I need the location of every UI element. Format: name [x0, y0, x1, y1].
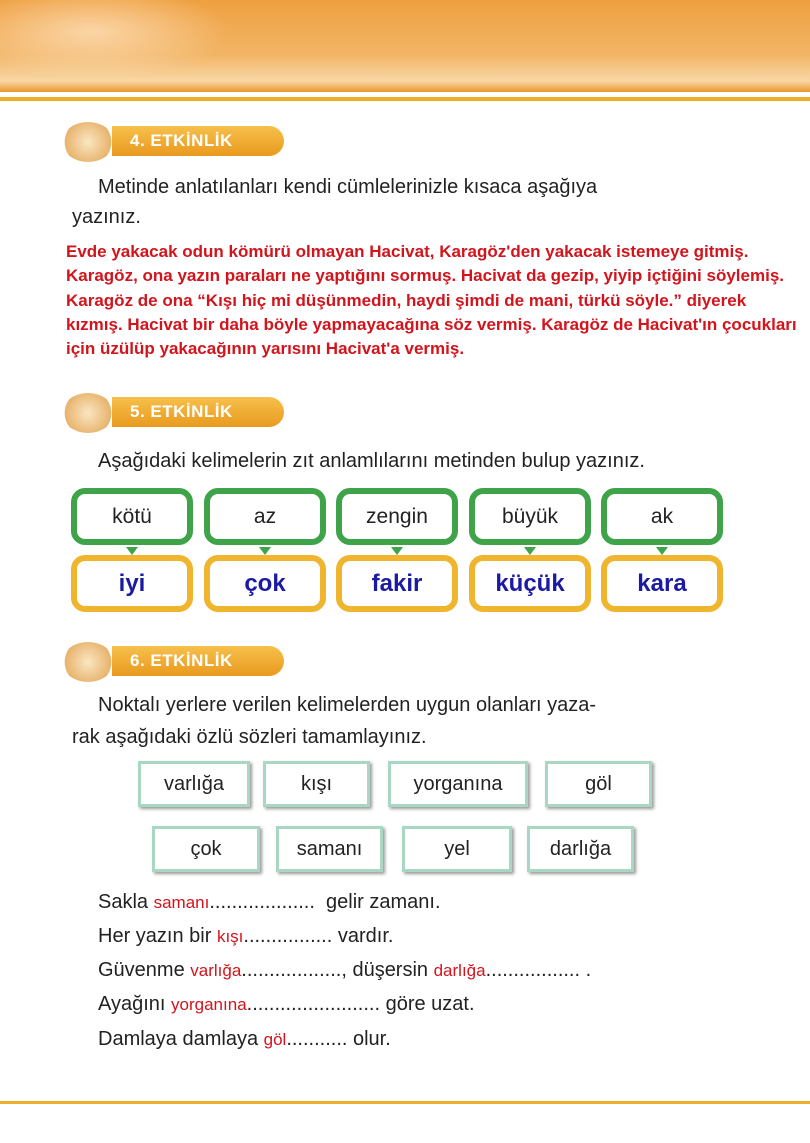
proverb-text: vardır.: [332, 925, 394, 947]
word-box: büyük: [469, 488, 591, 545]
proverb-text: göre uzat.: [380, 993, 475, 1015]
word-option: çok: [152, 826, 260, 872]
proverb-text: Sakla: [98, 891, 154, 913]
activity-6-title: 6. ETKİNLİK: [112, 646, 284, 676]
proverb-text: , düşersin: [341, 959, 434, 981]
proverb-text: Her yazın bir: [98, 925, 217, 947]
proverb-text: gelir zamanı.: [314, 891, 441, 913]
antonym-answer-box: küçük: [469, 555, 591, 612]
blank-dots: ........................: [246, 993, 381, 1015]
word-option: yel: [402, 826, 512, 872]
word-box: az: [204, 488, 326, 545]
proverb-5: [98, 1027, 391, 1052]
blank-dots: ..................: [241, 959, 342, 981]
blank-dots: ................: [243, 925, 333, 947]
footer-divider: [0, 1101, 810, 1104]
activity-4-title: 4. ETKİNLİK: [112, 126, 284, 156]
proverb-2: [98, 924, 393, 949]
activity-4-instruction-1: Metinde anlatılanları kendi cümlelerinizle kısaca aşağıya: [98, 176, 598, 198]
proverb-4: [98, 992, 475, 1017]
antonym-answer-box: kara: [601, 555, 723, 612]
activity-6-instruction-2: rak aşağıdaki özlü sözleri tamamlayınız.: [72, 726, 427, 748]
arrow-down-icon: [656, 547, 668, 555]
filled-answer: darlığa: [433, 961, 486, 980]
filled-answer: samanı: [153, 893, 210, 912]
word-option: göl: [545, 761, 652, 807]
proverb-3: [98, 958, 591, 983]
proverb-text: Ayağını: [98, 993, 172, 1015]
mascot-icon: [62, 122, 114, 162]
antonym-answer-box: iyi: [71, 555, 193, 612]
word-box: ak: [601, 488, 723, 545]
blank-dots: ...........: [286, 1028, 348, 1050]
arrow-down-icon: [259, 547, 271, 555]
arrow-down-icon: [524, 547, 536, 555]
word-box: zengin: [336, 488, 458, 545]
activity-5-instruction: Aşağıdaki kelimelerin zıt anlamlılarını metinden bulup yazınız.: [98, 450, 645, 472]
activity-4-instruction-2: yazınız.: [72, 206, 141, 228]
activity-4-badge: [62, 122, 287, 162]
header-divider: [0, 97, 810, 101]
proverb-1: [98, 890, 441, 915]
proverb-text: Damlaya damlaya: [98, 1028, 264, 1050]
word-option: varlığa: [138, 761, 250, 807]
proverb-text: olur.: [347, 1028, 391, 1050]
word-option: darlığa: [527, 826, 634, 872]
activity-6-badge: [62, 642, 287, 682]
word-option: kışı: [263, 761, 370, 807]
blank-dots: ...................: [209, 891, 315, 913]
blank-dots: .................: [485, 959, 581, 981]
filled-answer: yorganına: [171, 995, 247, 1014]
arrow-down-icon: [126, 547, 138, 555]
activity-6-instruction-1: Noktalı yerlere verilen kelimelerden uygun olanları yaza-: [98, 694, 597, 716]
filled-answer: göl: [263, 1030, 287, 1049]
word-box: kötü: [71, 488, 193, 545]
mascot-icon: [62, 642, 114, 682]
proverb-text: Güvenme: [98, 959, 191, 981]
activity-4-answer: Evde yakacak odun kömürü olmayan Hacivat, Karagöz'den yakacak istemeye gitmiş. Karagöz, ona yazın paraları ne yaptığını sormuş. Hacivat da gezip, yiyip içtiğini söylemiş. Karagöz de ona “Kışı hiç mi düşünmedin, haydi şimdi de mani, türkü söyle.” diyerek kızmış. Hacivat bir daha böyle yapmayacağına söz vermiş. Karagöz de Hacivat'ın çocukları için üzülüp yakacağının yarısını Hacivat'a vermiş.: [66, 242, 797, 359]
activity-5-title: 5. ETKİNLİK: [112, 397, 284, 427]
activity-5-badge: [62, 393, 287, 433]
mascot-icon: [62, 393, 114, 433]
filled-answer: varlığa: [190, 961, 242, 980]
word-option: yorganına: [388, 761, 528, 807]
page-header-banner: [0, 0, 810, 92]
arrow-down-icon: [391, 547, 403, 555]
filled-answer: kışı: [216, 927, 244, 946]
proverb-text: .: [580, 959, 592, 981]
word-option: samanı: [276, 826, 383, 872]
antonym-answer-box: fakir: [336, 555, 458, 612]
antonym-answer-box: çok: [204, 555, 326, 612]
